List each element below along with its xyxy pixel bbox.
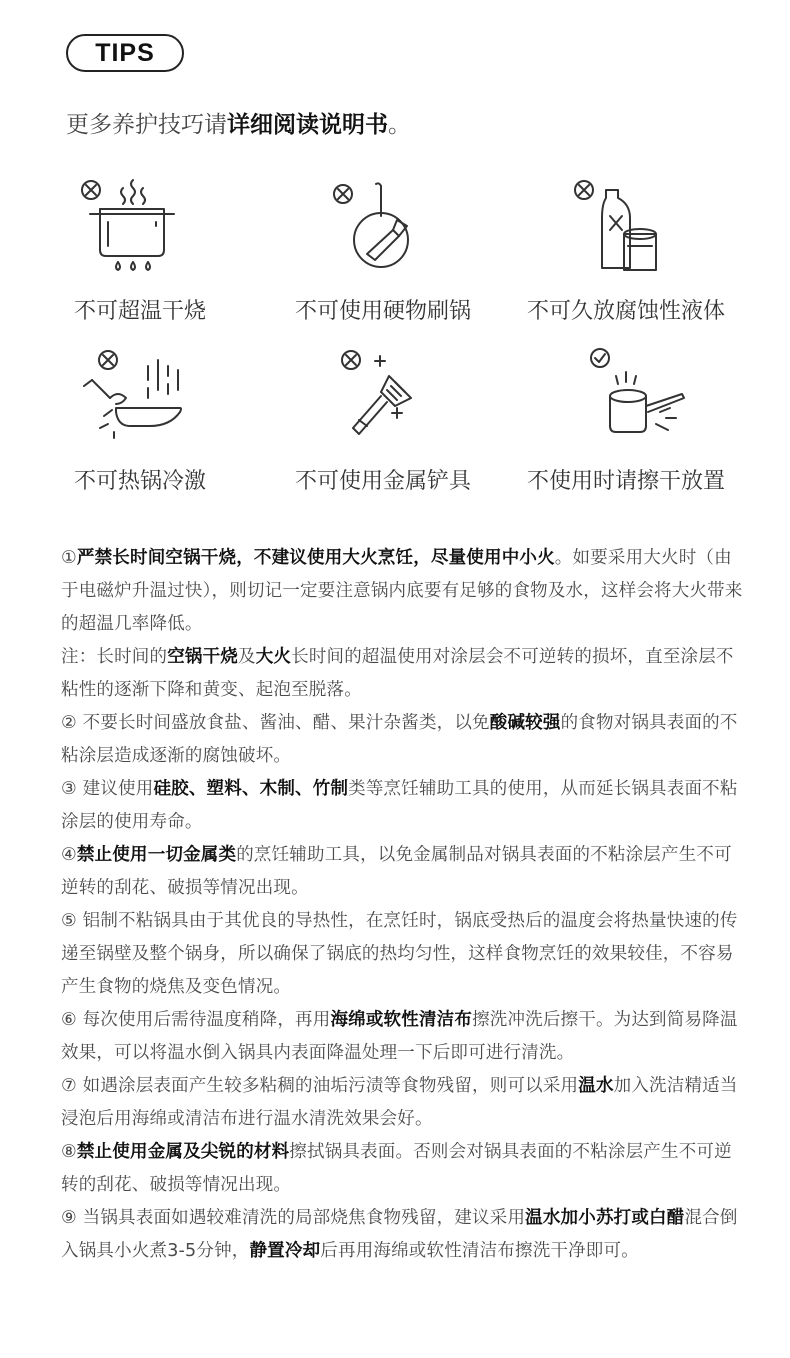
intro-prefix: 更多养护技巧请 xyxy=(66,112,227,138)
note-text: ⑨ 当锅具表面如遇较难清洗的局部烧焦食物残留，建议采用 xyxy=(61,1208,526,1228)
note-text: 混合倒入锅具小火煮3-5分钟， xyxy=(61,1208,738,1261)
icon-cell-corrosive xyxy=(506,176,746,324)
note-text: 类等烹饪辅助工具的使用，从而延长锅具表面不粘涂层的使用寿命。 xyxy=(61,779,738,832)
care-note xyxy=(61,1004,747,1070)
note-text: 长时间的超温使用对涂层会不可逆转的损坏，直至涂层不粘性的逐渐下降和黄变、起泡至脱落。 xyxy=(61,647,734,700)
note-text: ⑤ 铝制不粘锅具由于其优良的导热性，在烹饪时，锅底受热后的温度会将热量快速的传递至锅壁及整个锅身，所以确保了锅底的热均匀性，这样食物烹饪的效果较佳，不容易产生食物的烧焦及变色情况。 xyxy=(61,911,738,997)
note-emphasis: 温水 xyxy=(578,1076,614,1096)
label-no-corrosive: 不可久放腐蚀性液体 xyxy=(526,299,725,324)
note-emphasis: 禁止使用金属及尖锐的材料 xyxy=(76,1142,290,1162)
note-text: 后再用海绵或软性清洁布擦洗干净即可。 xyxy=(320,1241,639,1261)
note-emphasis: 温水加小苏打或白醋 xyxy=(525,1208,685,1228)
note-text: ⑥ 每次使用后需待温度稍降，再用 xyxy=(61,1010,331,1030)
no-corrosive-liquid-icon xyxy=(506,176,746,286)
note-text: 擦洗冲洗后擦干。为达到简易降温效果，可以将温水倒入锅具内表面降温处理一下后即可进行清洗。 xyxy=(61,1010,738,1063)
label-no-metal-spatula: 不可使用金属铲具 xyxy=(294,469,471,494)
note-text: 的烹饪辅助工具，以免金属制品对锅具表面的不粘涂层产生不可逆转的刮花、破损等情况出现。 xyxy=(61,845,732,898)
intro-line xyxy=(66,106,411,139)
note-emphasis: 海绵或软性清洁布 xyxy=(330,1010,473,1030)
intro-suffix: 。 xyxy=(388,112,411,138)
note-text: 的食物对锅具表面的不粘涂层造成逐渐的腐蚀破坏。 xyxy=(61,713,738,766)
note-emphasis: 严禁长时间空锅干烧，不建议使用大火烹饪，尽量使用中小火 xyxy=(76,548,555,568)
care-note xyxy=(61,905,747,1004)
care-note xyxy=(61,1070,747,1136)
care-note xyxy=(61,1202,747,1268)
tips-badge: TIPS xyxy=(66,34,184,72)
note-text: ⑧ xyxy=(61,1142,77,1162)
note-text: 及 xyxy=(238,647,256,667)
note-text: ① xyxy=(61,548,77,568)
intro-emphasis: 详细阅读说明书 xyxy=(227,112,388,138)
label-no-overheat: 不可超温干烧 xyxy=(73,299,206,324)
icon-cell-dry xyxy=(506,346,746,494)
care-note xyxy=(61,542,747,641)
icon-cell-cold-shock xyxy=(20,346,260,494)
no-cold-shock-icon xyxy=(20,346,260,456)
note-text: 加入洗洁精适当浸泡后用海绵或清洁布进行温水清洗效果会好。 xyxy=(61,1076,738,1129)
note-text: ③ 建议使用 xyxy=(61,779,154,799)
note-emphasis: 静置冷却 xyxy=(249,1241,321,1261)
icon-cell-brush xyxy=(263,176,503,324)
note-text: 。如要采用大火时（由于电磁炉升温过快），则切记一定要注意锅内底要有足够的食物及水，这样会将大火带来的超温几率降低。 xyxy=(61,548,743,634)
care-note xyxy=(61,707,747,773)
note-emphasis: 大火 xyxy=(255,647,292,667)
no-overheat-icon xyxy=(20,176,260,286)
label-no-cold-shock: 不可热锅冷激 xyxy=(73,469,206,494)
note-text: ② 不要长时间盛放食盐、酱油、醋、果汁杂酱类，以免 xyxy=(61,713,490,733)
care-note xyxy=(61,773,747,839)
care-notes xyxy=(61,542,747,1268)
note-text: 注：长时间的 xyxy=(61,647,168,667)
no-metal-spatula-icon xyxy=(263,346,503,456)
care-note xyxy=(61,1136,747,1202)
note-text: 擦拭锅具表面。否则会对锅具表面的不粘涂层产生不可逆转的刮花、破损等情况出现。 xyxy=(61,1142,732,1195)
label-no-hard-brush: 不可使用硬物刷锅 xyxy=(294,299,471,324)
icon-cell-spatula xyxy=(263,346,503,494)
note-emphasis: 硅胶、塑料、木制、竹制 xyxy=(153,779,349,799)
note-text: ⑦ 如遇涂层表面产生较多粘稠的油垢污渍等食物残留，则可以采用 xyxy=(61,1076,579,1096)
care-note xyxy=(61,839,747,905)
note-emphasis: 禁止使用一切金属类 xyxy=(76,845,237,865)
no-hard-brush-icon xyxy=(263,176,503,286)
dry-before-storage-icon xyxy=(506,346,746,456)
note-text: ④ xyxy=(61,845,77,865)
care-note xyxy=(61,641,747,707)
label-dry-before-storage: 不使用时请擦干放置 xyxy=(526,469,725,494)
note-emphasis: 空锅干烧 xyxy=(167,647,239,667)
icon-cell-overheat xyxy=(20,176,260,324)
note-emphasis: 酸碱较强 xyxy=(489,713,561,733)
